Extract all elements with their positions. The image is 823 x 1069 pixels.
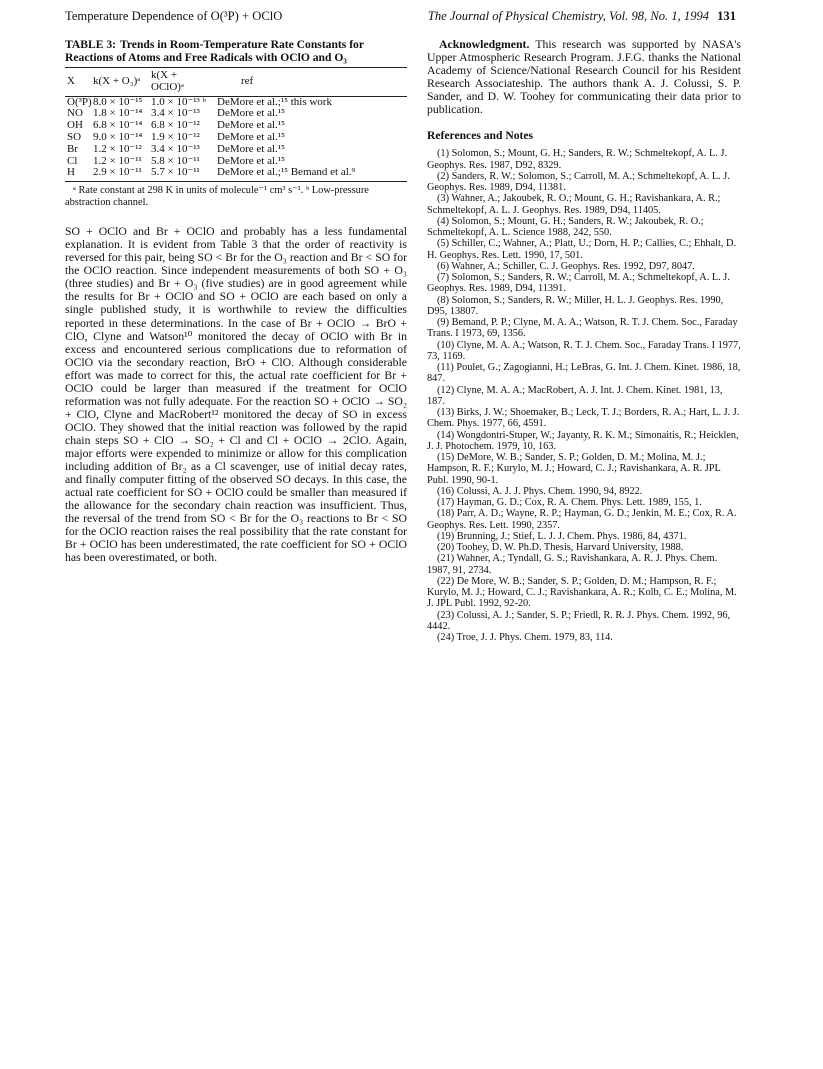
table-label: TABLE 3: xyxy=(65,38,116,51)
rate-constants-table xyxy=(65,67,407,182)
reference-item: (6) Wahner, A.; Schiller, C. J. Geophys. Res. 1992, D97, 8047. xyxy=(437,260,695,272)
reference-item: (15) DeMore, W. B.; Sander, S. P.; Golden, D. M.; Molina, M. J.; Hampson, R. F.; Kurylo, M. J.; Howard, C. J.; Ravishankara, A. R. JPL Publ. 1990, 90-1. xyxy=(427,452,721,486)
table-cell: 5.8 × 10⁻¹¹ xyxy=(151,154,200,167)
column-header: k(X + OClO)ᵃ xyxy=(151,68,211,97)
reference-item: (19) Brunning, J.; Stief, L. J. J. Chem. Phys. 1986, 84, 4371. xyxy=(437,530,687,542)
right-column xyxy=(427,38,741,643)
table-cell: DeMore et al.¹⁵ xyxy=(217,130,285,143)
table-cell: 1.8 × 10⁻¹⁴ xyxy=(93,107,143,120)
reference-item: (18) Parr, A. D.; Wayne, R. P.; Hayman, G. D.; Jenkin, M. E.; Cox, R. A. Geophys. Res. Lett. 1990, 2357. xyxy=(427,508,737,531)
reference-item: (11) Poulet, G.; Zagogianni, H.; LeBras, G. Int. J. Chem. Kinet. 1986, 18, 847. xyxy=(427,362,741,385)
table-cell: 1.9 × 10⁻¹² xyxy=(151,130,200,143)
table-header-row xyxy=(65,68,407,97)
table-caption xyxy=(65,38,407,64)
table-cell: 8.0 × 10⁻¹⁵ xyxy=(93,95,143,108)
table-cell: DeMore et al.¹⁵ xyxy=(217,142,285,155)
journal-citation: The Journal of Physical Chemistry, Vol. 98, No. 1, 1994 xyxy=(427,9,710,23)
table-cell: 5.7 × 10⁻¹¹ xyxy=(151,167,211,181)
table-row xyxy=(65,132,407,144)
reference-item: (17) Hayman, G. D.; Cox, R. A. Chem. Phys. Lett. 1989, 155, 1. xyxy=(437,497,702,509)
table-cell: DeMore et al.¹⁵ xyxy=(217,107,285,120)
acknowledgment-text: This research was supported by NASA's Upper Atmospheric Research Program. J.F.G. thanks the National Academy of Science/National Research Council for his Resident Research Associateship. The authors thank A. J. Colussi, S. P. Sander, and D. W. Toohey for communicating their data prior to publication. xyxy=(427,38,741,117)
reference-item: (12) Clyne, M. A. A.; MacRobert, A. J. Int. J. Chem. Kinet. 1981, 13, 187. xyxy=(427,384,723,407)
reference-list xyxy=(427,148,741,643)
reference-item: (8) Solomon, S.; Sanders, R. W.; Miller, H. L. J. Geophys. Res. 1990, D95, 13807. xyxy=(427,294,724,317)
reference-item: (3) Wahner, A.; Jakoubek, R. O.; Mount, G. H.; Ravishankara, A. R.; Schmeltekopf, A. L. J. Geophys. Res. 1989, D94, 11405. xyxy=(427,193,721,216)
table-title: Trends in Room-Temperature Rate Constants for Reactions of Atoms and Free Radicals with OClO and O₃ xyxy=(65,38,364,64)
running-head-title: Temperature Dependence of O(³P) + OClO xyxy=(65,9,283,23)
reference-item: (4) Solomon, S.; Mount, G. H.; Sanders, R. W.; Jakoubek, R. O.; Schmeltekopf, A. L. Science 1988, 242, 550. xyxy=(427,215,704,239)
reference-item: (24) Troe, J. J. Phys. Chem. 1979, 83, 114. xyxy=(437,632,613,644)
running-head-journal xyxy=(428,9,736,24)
table-cell: H xyxy=(65,167,93,181)
table-cell: 1.2 × 10⁻¹¹ xyxy=(93,154,142,167)
table-cell: SO xyxy=(67,130,82,143)
reference-item: (1) Solomon, S.; Mount, G. H.; Sanders, R. W.; Schmeltekopf, A. L. J. Geophys. Res. 1987, D92, 8329. xyxy=(427,148,728,171)
table-cell: 6.8 × 10⁻¹² xyxy=(151,119,200,132)
body-paragraph: SO + OClO and Br + OClO and probably has a less fundamental explanation. It is evident from Table 3 that the order of reactivity is reversed for this pair, being SO < Br for the O₃ reaction and Br < SO for the OClO reaction. Since independent measurements of both SO + O₃ (three studies) and Br + O₃ (five studies) are in good agreement while the results for Br + OClO and SO + OClO are each based on only a single published study, it is worthwhile to review the difficulties reported in these determinations. In the case of Br + OClO → BrO + ClO, Clyne and Watson¹⁰ monitored the decay of OClO with Br in excess and encountered serious complications due to reformation of OClO via the secondary reaction, BrO + ClO. Although considerable effort was made to correct for this, the actual rate coefficient for Br + OClO could be larger than measured if the treatment for OClO reformation was not fully adequate. For the reaction SO + OClO → SO₂ + ClO, Clyne and MacRobert¹² monitored the decay of SO in excess OClO. They showed that the initial reaction was followed by the rapid chain steps SO + ClO → SO₂ + Cl and Cl + OClO → 2ClO. Again, major efforts were expended to minimize or allow for this complication including addition of Br₂ as a Cl scavenger, use of initial decay rates, and finally computer fitting of the observed SO decays. In this case, the actual rate coefficient for SO + OClO could be smaller than measured if the allowance for the secondary chain reaction was insufficient. Thus, the reversal of the trend from SO < Br for the O₃ reactions to Br < SO for the OClO reaction raises the real possibility that the rate constant for Br + OClO has been underestimated, the rate coefficient for SO + OClO has been overestimated, or both. xyxy=(65,225,407,565)
table-cell: Cl xyxy=(67,154,78,167)
table-cell: 3.4 × 10⁻¹³ xyxy=(151,107,200,120)
table-cell: 3.4 × 10⁻¹³ xyxy=(151,142,200,155)
table-cell: DeMore et al.;¹⁵ this work xyxy=(217,95,332,108)
table-cell: 1.2 × 10⁻¹² xyxy=(93,142,142,155)
reference-item: (21) Wahner, A.; Tyndall, G. S.; Ravishankara, A. R. J. Phys. Chem. 1987, 91, 2734. xyxy=(427,553,718,576)
reference-item: (7) Solomon, S.; Sanders, R. W.; Carroll, M. A.; Schmeltekopf, A. L. J. Geophys. Res. 1989, D94, 11391. xyxy=(427,272,730,295)
reference-item: (5) Schiller, C.; Wahner, A.; Platt, U.; Dorn, H. P.; Callies, C.; Ehhalt, D. H. Geophys. Res. Lett. 1990, 17, 501. xyxy=(427,238,737,261)
reference-item: (14) Wongdontri-Stuper, W.; Jayanty, R. K. M.; Simonaitis, R.; Heicklen, J. J. Photochem. 1979, 10, 163. xyxy=(427,429,739,452)
table-cell: 6.8 × 10⁻¹⁴ xyxy=(93,119,143,132)
column-header: X xyxy=(65,68,93,97)
reference-item: (23) Colussi, A. J.; Sander, S. P.; Friedl, R. R. J. Phys. Chem. 1992, 96, 4442. xyxy=(427,609,731,632)
table-cell: 9.0 × 10⁻¹⁴ xyxy=(93,130,143,143)
acknowledgment xyxy=(427,38,741,116)
table-cell: DeMore et al.;¹⁵ Bemand et al.⁹ xyxy=(211,167,407,181)
reference-item: (10) Clyne, M. A. A.; Watson, R. T. J. Chem. Soc., Faraday Trans. I 1977, 73, 1169. xyxy=(427,339,741,362)
page-number: 131 xyxy=(717,9,736,23)
column-header: k(X + O₃)ᵃ xyxy=(93,68,151,97)
reference-item: (13) Birks, J. W.; Shoemaker, B.; Leck, T. J.; Borders, R. A.; Hart, L. J. J. Chem. Phys. 1977, 66, 4591. xyxy=(427,407,740,430)
table-footnote: ᵃ Rate constant at 298 K in units of molecule⁻¹ cm³ s⁻¹. ᵇ Low-pressure abstraction channel. xyxy=(65,185,369,209)
table-cell: Br xyxy=(67,142,78,155)
reference-item: (2) Sanders, R. W.; Solomon, S.; Carroll, M. A.; Schmeltekopf, A. L. J. Geophys. Res. 1989, D94, 11381. xyxy=(427,170,730,194)
reference-item: (9) Bemand, P. P.; Clyne, M. A. A.; Watson, R. T. J. Chem. Soc., Faraday Trans. I 1973, 69, 1356. xyxy=(427,317,738,340)
left-column xyxy=(65,38,407,564)
table-cell: 1.0 × 10⁻¹³ ᵇ xyxy=(151,95,207,108)
table-body xyxy=(65,96,407,182)
reference-item: (22) De More, W. B.; Sander, S. P.; Golden, D. M.; Hampson, R. F.; Kurylo, M. J.; Howard, C. J.; Ravishankara, A. R.; Kolb, C. E.; Molina, M. J. JPL Publ. 1992, 92-20. xyxy=(427,575,737,610)
table-cell: DeMore et al.¹⁵ xyxy=(217,119,285,132)
table-row xyxy=(65,144,407,156)
table-cell: NO xyxy=(67,107,83,120)
acknowledgment-label: Acknowledgment. xyxy=(439,38,530,51)
references-heading: References and Notes xyxy=(427,129,534,143)
table-cell: OH xyxy=(67,119,83,132)
table-cell: O(³P) xyxy=(67,95,92,108)
table-row xyxy=(65,167,407,181)
table-cell: 2.9 × 10⁻¹¹ xyxy=(93,167,151,181)
reference-item: (20) Toohey, D. W. Ph.D. Thesis, Harvard University, 1988. xyxy=(437,542,684,554)
column-header: ref xyxy=(211,68,407,97)
table-cell: DeMore et al.¹⁵ xyxy=(217,154,285,167)
reference-item: (16) Colussi, A. J. J. Phys. Chem. 1990, 94, 8922. xyxy=(437,485,643,497)
